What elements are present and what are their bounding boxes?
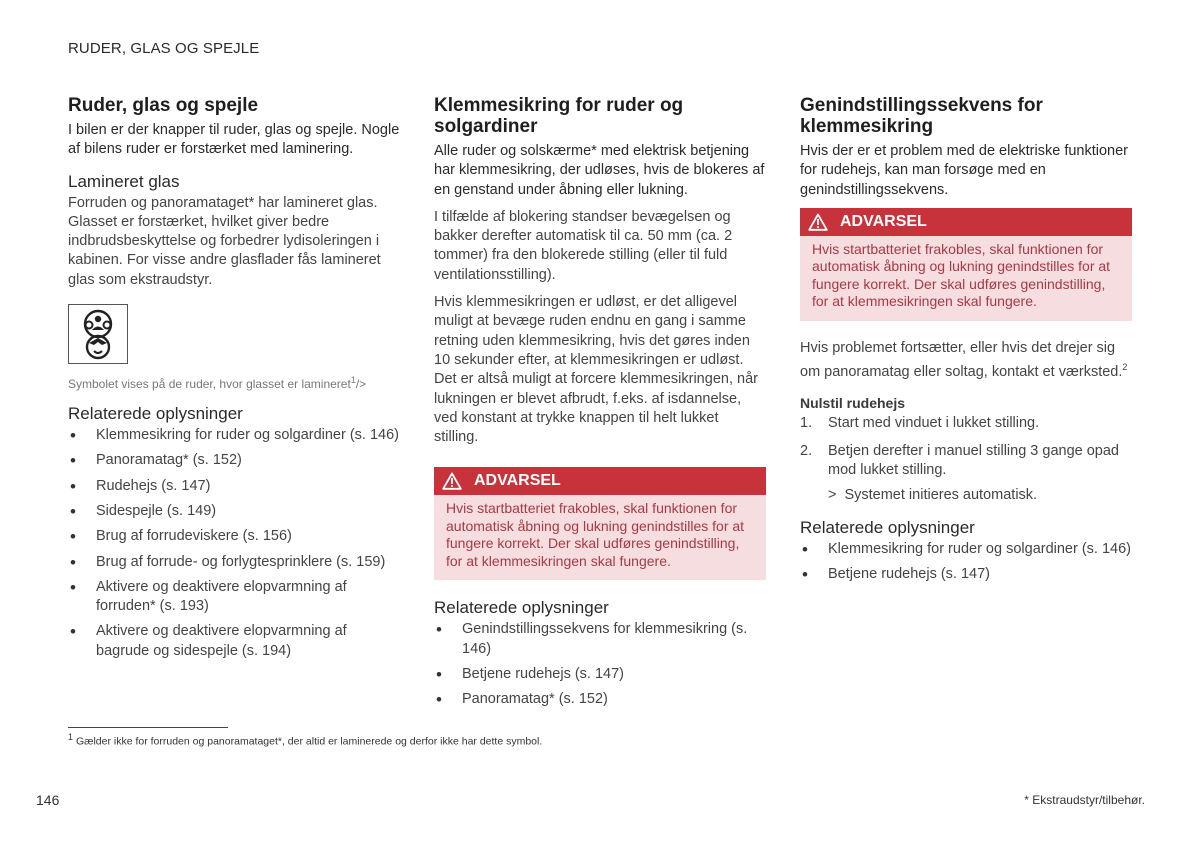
section-title: Genindstillingssekvens for klemmesikring (800, 95, 1043, 137)
laminated-glass-heading: Lamineret glas (68, 171, 180, 191)
related-heading: Relaterede oplysninger (68, 404, 243, 424)
steps-list (800, 414, 1132, 480)
warning-triangle-icon (808, 213, 828, 231)
related-item[interactable]: • Aktivere og deaktivere elopvarmning af forruden* (s. 193) (68, 578, 400, 617)
section-title: Klemmesikring for ruder og solgardiner (434, 95, 684, 137)
section-title: Ruder, glas og spejle (68, 95, 259, 116)
related-list (68, 426, 400, 661)
related-heading: Relaterede oplysninger (434, 598, 609, 618)
warning-header (800, 208, 1132, 236)
warning-text: Hvis startbatteriet frakobles, skal funktionen for automatisk åbning og lukning genindstilles for at fungere korrekt. Der skal udføres genindstilling, for at klemmesikringen skal fungere. (800, 236, 1132, 321)
related-item[interactable]: • Betjene rudehejs (s. 147) (434, 665, 766, 684)
reset-heading: Nulstil rudehejs (800, 395, 906, 412)
body-text: I tilfælde af blokering standser bevægelsen og bakker derefter automatisk til ca. 50 mm (ca. 2 tommer) fra den blokerede stilling (eller til fuld ventilationsstilling). (434, 208, 733, 283)
page-number: 146 (36, 792, 60, 808)
accessory-note: * Ekstraudstyr/tilbehør. (1024, 793, 1145, 807)
body-text: Hvis problemet fortsætter, eller hvis det drejer sig om panoramatag eller soltag, kontakt et værksted.$^2$ (800, 339, 1128, 381)
warning-triangle-icon (442, 472, 462, 490)
laminated-glass-text: Forruden og panoramataget* har lamineret glas. Glasset er forstærket, hvilket giver bedre indbrudsbeskyttelse og forbedrer lydisoleringen i kabinen. For visse andre glasflader fås lamineret glas som ekstraudstyr. (68, 194, 381, 288)
column-2 (434, 95, 766, 716)
body-text: Hvis klemmesikringen er udløst, er det alligevel muligt at bevæge ruden endnu en gang i samme retning uden klemmesikring, hvis det gøres inden 10 sekunder efter, at klemmesikringen er udløst. Det er altså muligt at forcere klemmesikringen, når lukningen er blevet afbrudt, f.eks. af isdannelse, ved konstant at trykke knappen til helt lukket stilling. (434, 294, 758, 446)
warning-text: Hvis startbatteriet frakobles, skal funktionen for automatisk åbning og lukning genindstilles for at fungere korrekt. Der skal udføres genindstilling, for at klemmesikringen skal fungere. (434, 495, 766, 580)
related-list (434, 620, 766, 709)
step-result: > Systemet initieres automatisk. (828, 487, 1038, 504)
related-item[interactable]: • Klemmesikring for ruder og solgardiner (s. 146) (800, 540, 1132, 559)
symbol-caption: Symbolet vises på de ruder, hvor glasset er lamineret$^1$/> (68, 375, 367, 392)
related-item[interactable]: • Panoramatag* (s. 152) (68, 451, 400, 470)
related-item[interactable]: • Betjene rudehejs (s. 147) (800, 565, 1132, 584)
running-head: RUDER, GLAS OG SPEJLE (68, 40, 260, 57)
intro-text: Alle ruder og solskærme* med elektrisk betjening har klemmesikring, der udløses, hvis de blokeres af en genstand under åbning eller lukning. (434, 143, 765, 198)
related-item[interactable]: • Genindstillingssekvens for klemmesikring (s. 146) (434, 620, 766, 659)
intro-text: Hvis der er et problem med de elektriske funktioner for rudehejs, kan man forsøge med en genindstillingssekvens. (800, 143, 1129, 198)
laminated-glass-symbol (68, 304, 128, 364)
related-item[interactable]: • Klemmesikring for ruder og solgardiner (s. 146) (68, 426, 400, 445)
footnote-divider (68, 727, 228, 728)
footnote: $^1$ Gælder ikke for forruden og panoramataget*, der altid er laminerede og derfor ikke har dette symbol. (68, 732, 543, 748)
warning-box (434, 467, 766, 580)
related-list (800, 540, 1132, 585)
related-item[interactable]: • Rudehejs (s. 147) (68, 477, 400, 496)
related-item[interactable]: • Brug af forrudeviskere (s. 156) (68, 527, 400, 546)
column-3 (800, 95, 1132, 590)
warning-label: ADVARSEL (840, 212, 927, 230)
column-1 (68, 95, 400, 667)
related-item[interactable]: • Aktivere og deaktivere elopvarmning af bagrude og sidespejle (s. 194) (68, 622, 400, 661)
related-heading: Relaterede oplysninger (800, 517, 975, 537)
related-item[interactable]: • Brug af forrude- og forlygtesprinklere (s. 159) (68, 553, 400, 572)
step-item: 2. Betjen derefter i manuel stilling 3 gange opad mod lukket stilling. (800, 442, 1119, 478)
related-item[interactable]: • Sidespejle (s. 149) (68, 502, 400, 521)
warning-header (434, 467, 766, 495)
related-item[interactable]: • Panoramatag* (s. 152) (434, 690, 766, 709)
laminated-glass-icon (71, 307, 125, 361)
warning-label: ADVARSEL (474, 472, 561, 490)
warning-box (800, 208, 1132, 321)
step-item: 1. Start med vinduet i lukket stilling. (800, 415, 1040, 432)
intro-text: I bilen er der knapper til ruder, glas og spejle. Nogle af bilens ruder er forstærket med laminering. (68, 122, 400, 158)
